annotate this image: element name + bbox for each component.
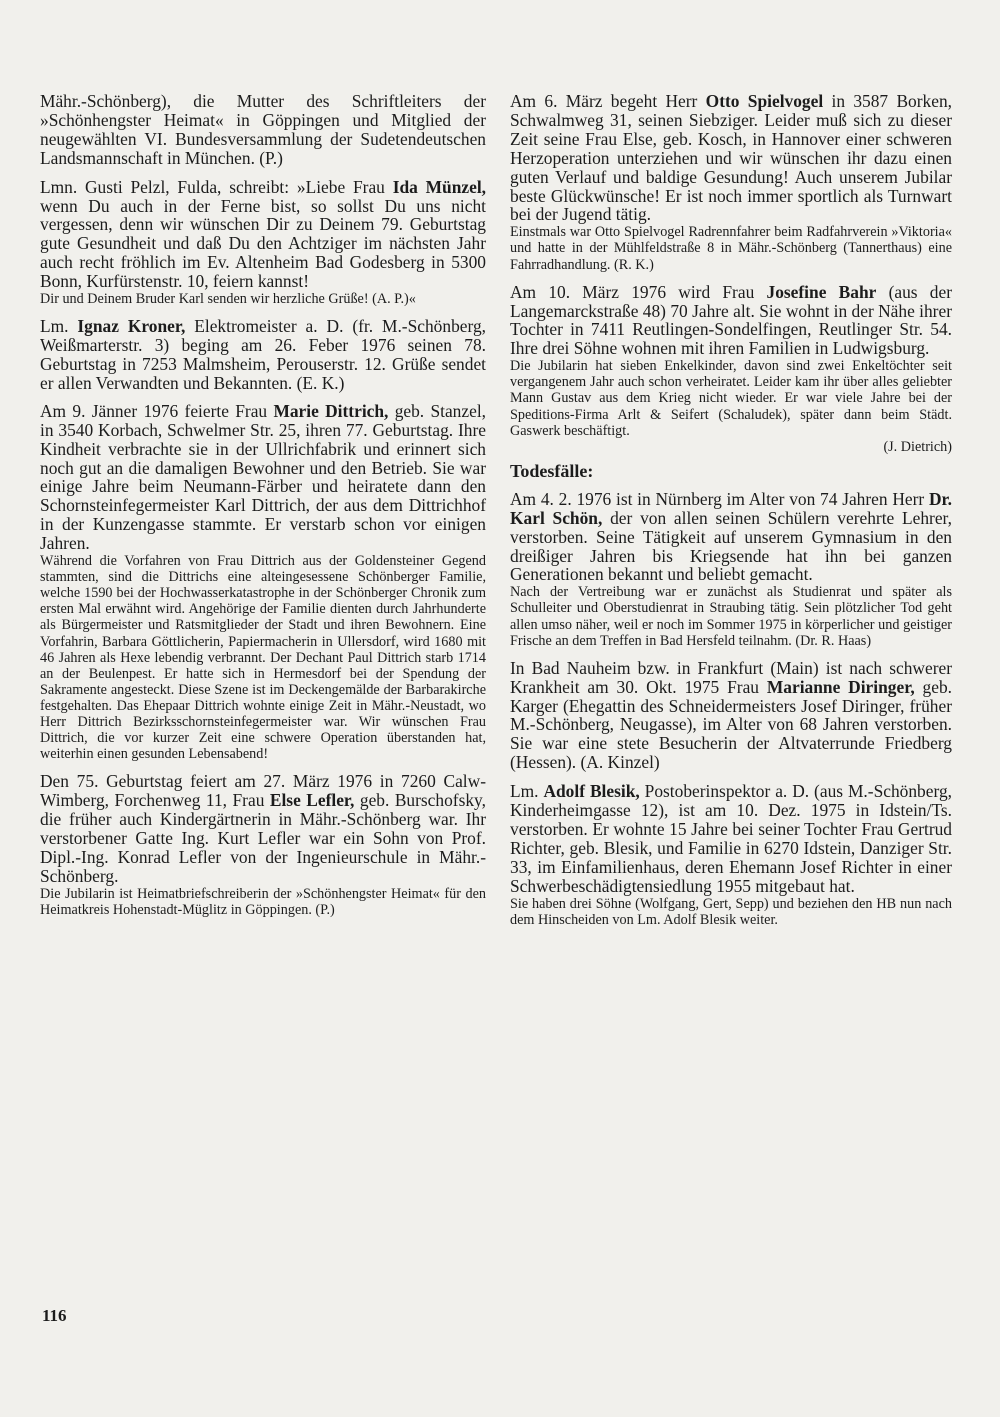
text-segment: in 3587 Borken, Schwalmweg 31, seinen Siebziger. Leider muß sich zu dieser Zeit seine Frau Else, geb. Kosch, in Hannover einer schweren Herzoperation unterziehen und wir wünschen ihr dazu einen guten Verlauf und baldige Gesundung! Auch unserem Jubilar beste Glückwünsche! Er ist noch immer sportlich als Turnwart bei der Jugend tätig. (510, 91, 952, 225)
text-segment: geb. Stanzel, in 3540 Korbach, Schwelmer Str. 25, ihren 77. Geburtstag. Ihre Kindheit verbrachte sie in der Ullrichfabrik und erinnert sich noch gut an die damaligen Bewohner und den Betrieb. Sie war einige Jahre beim Neumann-Färber und heiratete dann den Schornsteinfegermeister Karl Dittrich, der aus dem Dittrichhof in der Kunzengasse stammte. Er verstarb schon vor einigen Jahren. (40, 400, 486, 554)
text-segment: Am 4. 2. 1976 ist in Nürnberg im Alter von 74 Jahren Herr (510, 488, 929, 509)
right-column (510, 92, 952, 928)
person-name: Dr. Karl Schön, (510, 488, 952, 528)
text-segment: der von allen seinen Schülern verehrte Lehrer, verstorben. Seine Tätigkeit auf unserem Gymnasium in den dreißiger Jahren bis Kriegsende hat ihn bei ganzen Generationen bekannt und beliebt gemacht. (510, 507, 952, 585)
text-segment: geb. Burschofsky, die früher auch Kindergärtnerin in Mähr.-Schönberg war. Ihr verstorbener Gatte Ing. Kurt Lefler war ein Sohn von Prof. Dipl.-Ing. Konrad Lefler von der Ingenieurschule in Mähr.-Schönberg. (40, 790, 486, 886)
person-name: Adolf Blesik, (543, 781, 640, 802)
article-josefine-bahr (510, 283, 952, 359)
text-segment: Den 75. Geburtstag feiert am 27. März 1976 in 7260 Calw-Wimberg, Forchenweg 11, Frau (40, 771, 486, 811)
text-segment: Lmn. Gusti Pelzl, Fulda, schreibt: »Liebe Frau (40, 176, 393, 197)
person-name: Ignaz Kroner, (77, 316, 186, 337)
text-segment: wenn Du auch in der Ferne bist, so sollst Du uns nicht vergessen, denn wir wünschen Dir zu Deinem 79. Geburtstag gute Gesundheit und daß Du den Achtziger im nächsten Jahr auch recht fröhlich im Ev. Altenheim Bad Godesberg in 5300 Bonn, Kurfürstenstr. 10, feiern kannst! (40, 195, 486, 292)
text-segment: (aus der Langemarckstraße 48) 70 Jahre alt. Sie wohnt in der Nähe ihrer Tochter in 7411 Reutlingen-Sondelfingen, Reutlinger Str. 54. Ihre drei Söhne wohnen mit ihren Familien in Ludwigsburg. (510, 281, 953, 359)
article-ignaz-kroner (40, 317, 486, 393)
text-segment: Elektromeister a. D. (fr. M.-Schönberg, Weißmarterstr. 3) beging am 26. Feber 1976 seinen 78. Geburtstag in 7253 Malmsheim, Perouserstr. 12. Grüße sendet er allen Verwandten und Bekannten. (E. K.) (40, 316, 486, 393)
article-note: Nach der Vertreibung war er zunächst als Studienrat und später als Schulleiter und Oberstudienrat in Straubing tätig. Sein plötzlicher Tod geht allen umso näher, weil er noch im Sommer 1975 in körperlicher und geistiger Frische an dem Treffen in Bad Hersfeld teilnahm. (Dr. R. Haas) (510, 584, 952, 649)
article-note: Einstmals war Otto Spielvogel Radrennfahrer beim Radfahrverein »Viktoria« und hatte in der Mühlfeldstraße 8 in Mähr.-Schönberg (Tannerthaus) eine Fahrradhandlung. (R. K.) (510, 224, 952, 273)
article-note: Die Jubilarin ist Heimatbriefschreiberin der »Schönhengster Heimat« für den Heimatkreis Hohenstadt-Müglitz in Göppingen. (P.) (40, 885, 486, 918)
text-segment: geb. Karger (Ehegattin des Schneidermeisters Josef Diringer, früher M.-Schönberg, Neugasse), im Alter von 68 Jahren verstorben. Sie war eine stete Besucherin der Altvaterrunde Friedberg (Hessen). (A. Kinzel) (510, 676, 953, 773)
article-note: Die Jubilarin hat sieben Enkelkinder, davon sind zwei Enkeltöchter seit vergangenem Jahr auch schon verheiratet. Leider kam ihr über alles geliebter Mann Gustav aus dem Krieg nicht wieder. Er war viele Jahre bei der Speditions-Firma Arlt & Seifert (Schaludek), später dann beim Städt. Gaswerk beschäftigt. (510, 358, 952, 439)
article-adolf-blesik (510, 782, 952, 895)
person-name: Marie Dittrich, (273, 400, 389, 421)
person-name: Ida Münzel, (392, 176, 487, 197)
article-signature: (J. Dietrich) (883, 438, 952, 455)
text-segment: Postoberinspektor a. D. (aus M.-Schönberg, Kinderheimgasse 12), ist am 10. Dez. 1975 in Idstein/Ts. verstorben. Er wohnte 15 Jahre bei seiner Tochter Frau Gertrud Richter, geb. Blesik, und Familie in 6270 Idstein, Danziger Str. 33, im Einfamilienhaus, deren Ehemann Josef Richter in einer Schwerbeschädigtensiedlung 1955 mitgebaut hat. (510, 781, 952, 896)
article-otto-spielvogel (510, 92, 952, 224)
section-heading-todesfaelle: Todesfälle: (510, 460, 594, 481)
article-karl-schoen (510, 490, 952, 585)
person-name: Otto Spielvogel (705, 91, 824, 111)
article-marianne-diringer (510, 659, 952, 772)
text-segment: Am 9. Jänner 1976 feierte Frau (40, 400, 274, 421)
article-else-lefler (40, 772, 486, 885)
text-segment: Am 6. März begeht Herr (510, 91, 706, 111)
article-muenzel-intro: Mähr.-Schönberg), die Mutter des Schriftleiters der »Schönhengster Heimat« in Göppingen und Mitglied der neugewählten VI. Bundesversammlung der Sudetendeutschen Landsmannschaft in München. (P.) (40, 91, 486, 168)
text-segment: Am 10. März 1976 wird Frau (510, 281, 767, 302)
text-segment: Lm. (40, 316, 78, 337)
article-note: Dir und Deinem Bruder Karl senden wir herzliche Grüße! (A. P.)« (40, 291, 416, 308)
text-segment: In Bad Nauheim bzw. in Frankfurt (Main) ist nach schwerer Krankheit am 30. Okt. 1975 Frau (510, 657, 952, 697)
article-note: Während die Vorfahren von Frau Dittrich aus der Goldensteiner Gegend stammten, sind die Dittrichs eine alteingesessene Schönberger Familie, welche 1590 bei der Hochwasserkatastrophe in der Schönberger Chronik zum ersten Mal erwähnt wird. Angehörige der Familie dienten durch Jahrhunderte als Bürgermeister und Ratsmitglieder der Stadt und ihren Bewohnern. Eine Vorfahrin, Barbara Göttlicherin, Papiermacherin in Ullersdorf, wird 1680 mit 46 Jahren als Hexe lebendig verbrannt. Der Dechant Paul Dittrich starb 1714 an der Beulenpest. Er hatte sich in Hermesdorf bei der Spendung der Sakramente angesteckt. Diese Szene ist im Deckengemälde der Barbarakirche festgehalten. Das Ehepaar Dittrich wohnte einige Zeit in Mähr.-Neustadt, wo Herr Dittrich Bezirksschornsteinfegermeister war. Wir wünschen Frau Dittrich, die vor kurzer Zeit eine schwere Operation überstanden hat, weiterhin einen gesunden Lebensabend! (40, 553, 486, 763)
text-segment: Lm. (510, 781, 544, 802)
article-ida-muenzel (40, 178, 486, 291)
left-column (40, 92, 486, 918)
page-number: 116 (42, 1306, 67, 1325)
article-marie-dittrich (40, 402, 486, 553)
person-name: Josefine Bahr (766, 281, 877, 302)
article-note: Sie haben drei Söhne (Wolfgang, Gert, Sepp) und beziehen den HB nun nach dem Hinscheiden von Lm. Adolf Blesik weiter. (510, 895, 952, 928)
person-name: Else Lefler, (269, 790, 355, 811)
person-name: Marianne Diringer, (766, 676, 915, 697)
